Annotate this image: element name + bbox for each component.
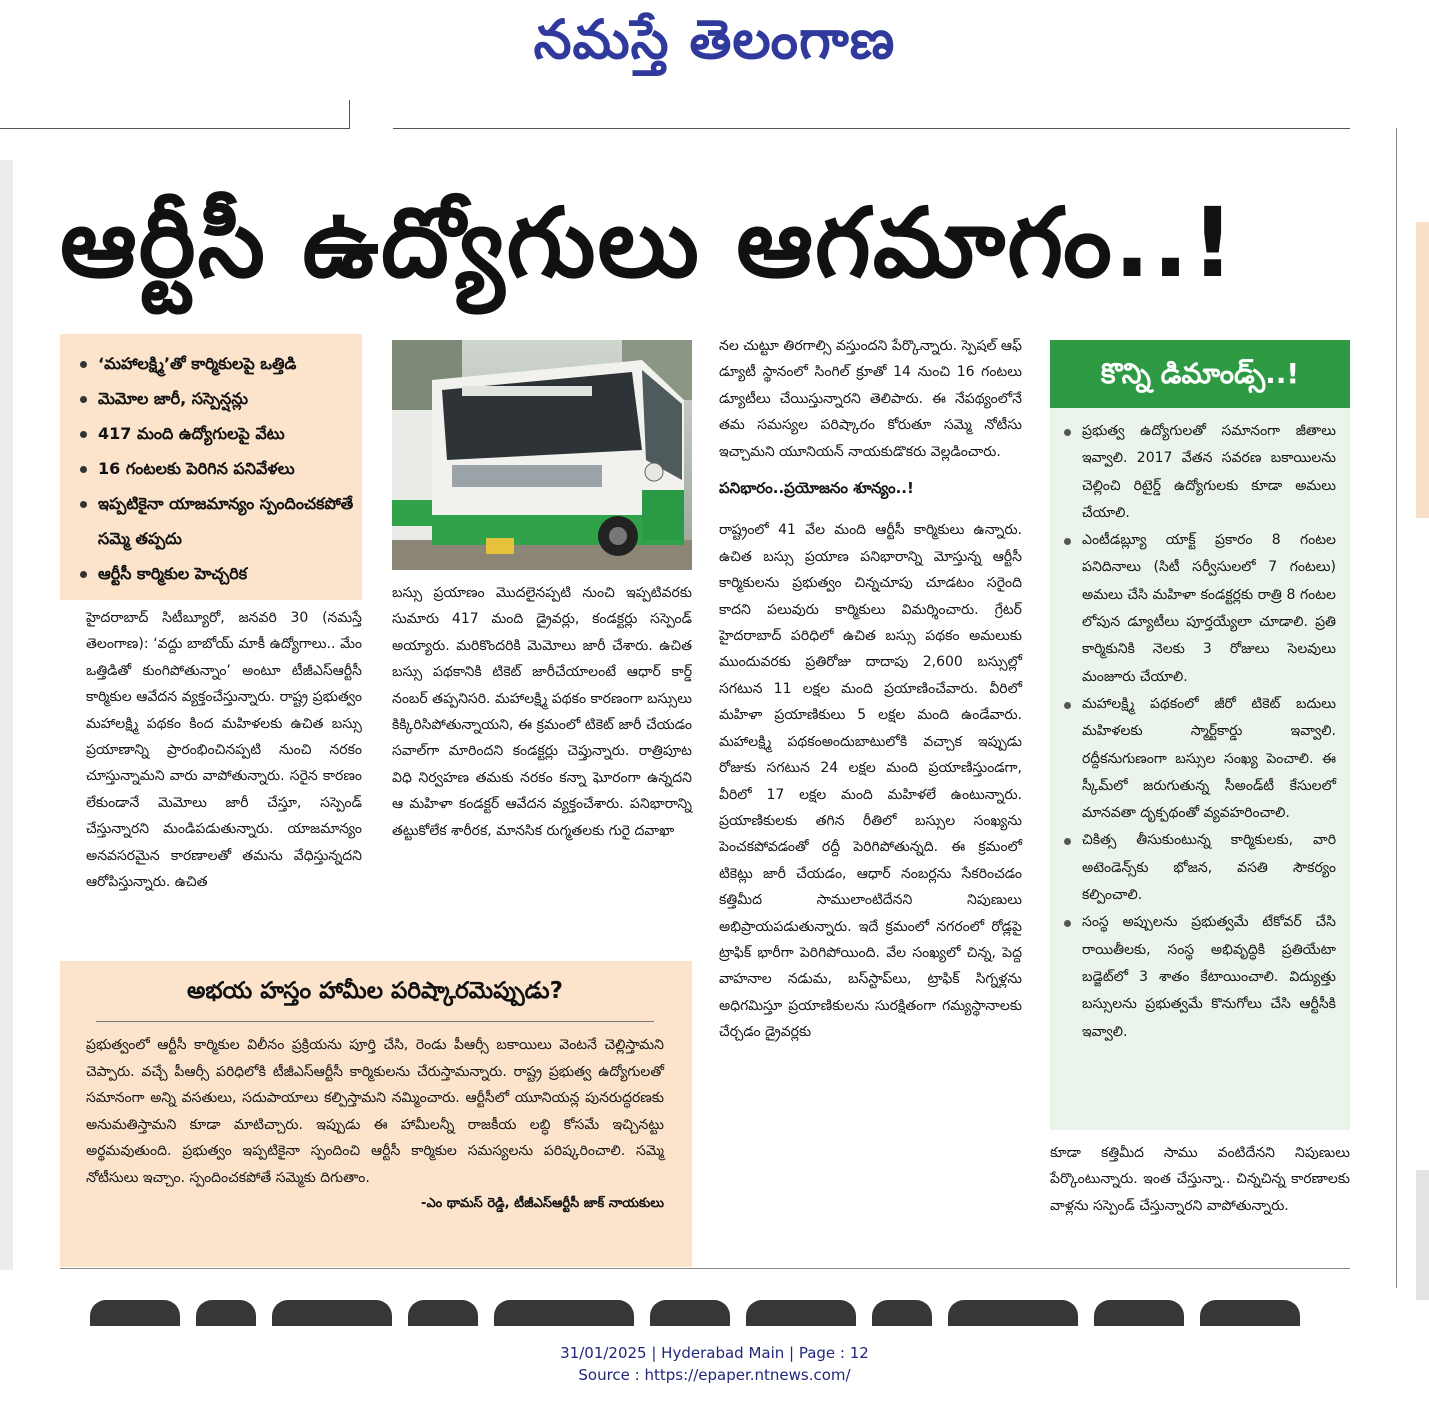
footer-source-link[interactable]: Source : https://epaper.ntnews.com/	[578, 1366, 851, 1384]
page-footer	[0, 1342, 1429, 1386]
top-rule-left	[0, 128, 350, 129]
next-article-headline-cropped	[90, 1300, 1340, 1326]
paragraph: నల చుట్టూ తిరగాల్సి వస్తుందని పేర్కొన్నారు. స్పెషల్ ఆఫ్ డ్యూటీ స్థానంలో సింగిల్ క్రూతో 14 నుంచి 16 గంటలు డ్యూటీలు చేయిస్తున్నారని తెలిపారు. ఈ నేపథ్యంలోనే తమ సమస్యల పరిష్కారం కోరుతూ సమ్మె నోటీసు ఇచ్చామని యూనియన్ నాయకుడొకరు వెల్లడించారు.	[719, 338, 1022, 460]
highlight-item: ఇప్పటికైనా యాజమాన్యం స్పందించకపోతే సమ్మె తప్పదు	[78, 486, 354, 556]
article-column-2	[392, 580, 692, 844]
abhaya-title: అభయ హస్తం హామీల పరిష్కారమెప్పుడు?	[96, 961, 654, 1022]
demand-item: సంస్థ అప్పులను ప్రభుత్వమే టేకోవర్ చేసి రాయితీలకు, సంస్థ అభివృద్ధికి ప్రతియేటా బడ్జెట్‌లో 3 శాతం కేటాయించాలి. విద్యుత్తు బస్సులను ప్రభుత్వమే కొనుగోలు చేసి ఆర్టీసీకి ఇవ్వాలి.	[1064, 909, 1336, 1045]
demand-item: చికిత్స తీసుకుంటున్న కార్మికులకు, వారి అటెండెన్స్‌కు భోజన, వసతి సౌకర్యం కల్పించాలి.	[1064, 827, 1336, 909]
adjacent-article-box	[1416, 222, 1429, 518]
abhaya-body: ప్రభుత్వంలో ఆర్టీసీ కార్మికుల విలీనం ప్రక్రియను పూర్తి చేసి, రెండు పీఆర్సీ బకాయిలు వెంటనే చెల్లిస్తామని చెప్పారు. వచ్చే పీఆర్సీ పరిధిలోకి టీజీఎస్ఆర్టీసీ కార్మికులను చేరుస్తామన్నారు. రాష్ట్ర ప్రభుత్వ ఉద్యోగులతో సమానంగా అన్ని వసతులు, సదుపాయాలు కల్పిస్తామని నమ్మించారు. ఆర్టీసీలో యూనియన్ల పునరుద్ధరణకు అనుమతిస్తామని కూడా మాటిచ్చారు. ఇప్పుడు ఈ హామీలన్నీ రాజకీయ లబ్ధి కోసమే ఇచ్చినట్టు అర్థమవుతుంది. ప్రభుత్వం ఇప్పటికైనా స్పందించి ఆర్టీసీ కార్మికుల సమస్యలను పరిష్కరించాలి. సమ్మె నోటీసులు ఇచ్చాం. స్పందించకపోతే సమ్మెకు దిగుతాం.	[86, 1037, 664, 1186]
paragraph: రాష్ట్రంలో 41 వేల మంది ఆర్టీసీ కార్మికులు ఉన్నారు. ఉచిత బస్సు ప్రయాణ పనిభారాన్ని మోస్తున్న ఆర్టీసీ కార్మికులను ప్రభుత్వం చిన్నచూపు చూడటం సరైంది కాదని పలువురు కార్మికులు విమర్శించారు. గ్రేటర్ హైదరాబాద్ పరిధిలో ఉచిత బస్సు పథకం అమలుకు ముందువరకు ప్రతిరోజు దాదాపు 2,600 బస్సుల్లో సగటున 11 లక్షల మంది ప్రయాణించేవారు. వీరిలో మహిళా ప్రయాణికులు 5 లక్షల మంది ఉండేవారు. మహాలక్ష్మి పథకంఅందుబాటులోకి వచ్చాక ఇప్పుడు రోజుకు సగటున 24 లక్షల మంది ప్రయాణిస్తుండగా, వీరిలో 17 లక్షల మంది మహిళలే ఉంటున్నారు. ప్రయాణికులకు తగిన రీతిలో బస్సుల సంఖ్యను పెంచకపోవడంతో రద్దీ పెరిగిపోతున్నది. ఈ క్రమంలో టికెట్లు జారీ చేయడం, ఆధార్ నంబర్లను సేకరించడం కత్తిమీద సాములాంటిదేనని నిపుణులు అభిప్రాయపడుతున్నారు. ఇదే క్రమంలో నగరంలో రోడ్లపై ట్రాఫిక్ భారీగా పెరిగిపోయింది. వేల సంఖ్యలో చిన్న, పెద్ద వాహనాల నడుమ, బస్‌స్టాప్‌లు, ట్రాఫిక్ సిగ్నళ్లను అధిగమిస్తూ ప్రయాణికులను సురక్షితంగా గమ్యస్థానాలకు చేర్చడం డ్రైవర్లకు	[719, 522, 1022, 1041]
demands-box	[1050, 340, 1350, 1130]
left-margin-strip	[0, 160, 13, 1270]
demand-item: ప్రభుత్వ ఉద్యోగులతో సమానంగా జీతాలు ఇవ్వాలి. 2017 వేతన సవరణ బకాయిలను చెల్లించి రిటైర్డ్ ఉద్యోగులకు కూడా అమలు చేయాలి.	[1064, 418, 1336, 527]
abhaya-hastam-box	[60, 961, 692, 1267]
abhaya-signature: -ఎం థామస్ రెడ్డి, టీజీఎస్ఆర్టీసీ జాక్ నాయకులు	[421, 1195, 664, 1211]
demands-title: కొన్ని డిమాండ్స్..!	[1050, 340, 1350, 408]
article-column-3	[719, 333, 1022, 1046]
demand-item: ఎంటీడబ్ల్యూ యాక్ట్ ప్రకారం 8 గంటల పనిదినాలు (సిటీ సర్వీసులలో 7 గంటలు) అమలు చేసి మహిళా కండక్టర్లకు రాత్రి 8 గంటల లోపున డ్యూటీలు పూర్తయ్యేలా చూడాలి. ప్రతి కార్మికునికి నెలకు 3 రోజులు సెలవులు మంజూరు చేయాలి.	[1064, 527, 1336, 691]
adjacent-article-box-lower	[1416, 1170, 1429, 1300]
demand-item: మహాలక్ష్మి పథకంలో జీరో టికెట్ బదులు మహిళలకు స్మార్ట్‌కార్డు ఇవ్వాలి. రద్దీకనుగుణంగా బస్సుల సంఖ్య పెంచాలి. ఈ స్కీమ్‌లో జరుగుతున్న సీఅండ్‌టీ కేసులలో మానవతా దృక్పథంతో వ్యవహరించాలి.	[1064, 691, 1336, 827]
paragraph: హైదరాబాద్ సిటీబ్యూరో, జనవరి 30 (నమస్తే తెలంగాణ): ‘వద్దు బాబోయ్ మాకీ ఉద్యోగాలు.. మేం ఒత్తిడితో కుంగిపోతున్నాం’ అంటూ టీజీఎస్ఆర్టీసీ కార్మికుల ఆవేదన వ్యక్తంచేస్తున్నారు. రాష్ట్ర ప్రభుత్వం మహాలక్ష్మి పథకం కింద మహిళలకు ఉచిత బస్సు ప్రయాణాన్ని ప్రారంభించినప్పటి నుంచి నరకం చూస్తున్నామని వారు వాపోతున్నారు. సరైన కారణం లేకుండానే మెమోలు జారీ చేస్తూ, సస్పెండ్ చేస్తున్నారని మండిపడుతున్నారు. యాజమాన్యం అనవసరమైన కారణాలతో తమను వేధిస్తున్నదని ఆరోపిస్తున్నారు. ఉచిత	[86, 610, 362, 891]
masthead-logo: నమస్తే తెలంగాణ	[533, 8, 896, 71]
highlight-item: 417 మంది ఉద్యోగులపై వేటు	[78, 416, 354, 451]
article-column-4	[1050, 1140, 1350, 1219]
footer-date-line: 31/01/2025 | Hyderabad Main | Page : 12	[560, 1344, 869, 1362]
bus-photo	[392, 340, 692, 570]
top-divider	[349, 100, 350, 129]
highlight-item: 16 గంటలకు పెరిగిన పనివేళలు	[78, 451, 354, 486]
article-column-1	[86, 605, 362, 895]
highlight-item: ‘మహాలక్ష్మి’తో కార్మికులపై ఒత్తిడి	[78, 346, 354, 381]
article-headline: ఆర్టీసీ ఉద్యోగులు ఆగమాగం..!	[60, 187, 1237, 299]
highlight-item: ఆర్టీసీ కార్మికుల హెచ్చరిక	[78, 556, 354, 591]
top-rule-right	[393, 128, 1350, 129]
highlight-item: మెమోల జారీ, సస్పెన్షన్లు	[78, 381, 354, 416]
paragraph: బస్సు ప్రయాణం మొదలైనప్పటి నుంచి ఇప్పటివరకు సుమారు 417 మంది డ్రైవర్లు, కండక్టర్లు సస్పెండ్ అయ్యారు. మరికొందరికి మెమోలు జారీ చేశారు. ఉచిత బస్సు పథకానికి టికెట్ జారీచేయాలంటే ఆధార్ కార్డ్ నంబర్ తప్పనిసరి. మహాలక్ష్మి పథకం కారణంగా బస్సులు కిక్కిరిసిపోతున్నాయని, ఈ క్రమంలో టికెట్ జారీ చేయడం సవాల్‌గా మారిందని కండక్టర్లు చెప్తున్నారు. రాత్రిపూట విధి నిర్వహణ తమకు నరకం కన్నా ఘోరంగా ఉన్నదని ఆ మహిళా కండక్టర్ ఆవేదన వ్యక్తంచేశారు. పనిభారాన్ని తట్టుకోలేక శారీరక, మానసిక రుగ్మతలకు గురై దవాఖా	[392, 585, 692, 839]
subheading: పనిభారం..ప్రయోజనం శూన్యం..!	[719, 479, 914, 498]
right-column-separator	[1396, 128, 1397, 1288]
paragraph: కూడా కత్తిమీద సాము వంటిదేనని నిపుణులు పేర్కొంటున్నారు. ఇంత చేస్తున్నా.. చిన్నచిన్న కారణాలకు వాళ్లను సస్పెండ్ చేస్తున్నారని వాపోతున్నారు.	[1050, 1145, 1350, 1214]
highlights-box	[60, 334, 362, 600]
bottom-rule	[60, 1268, 1350, 1269]
